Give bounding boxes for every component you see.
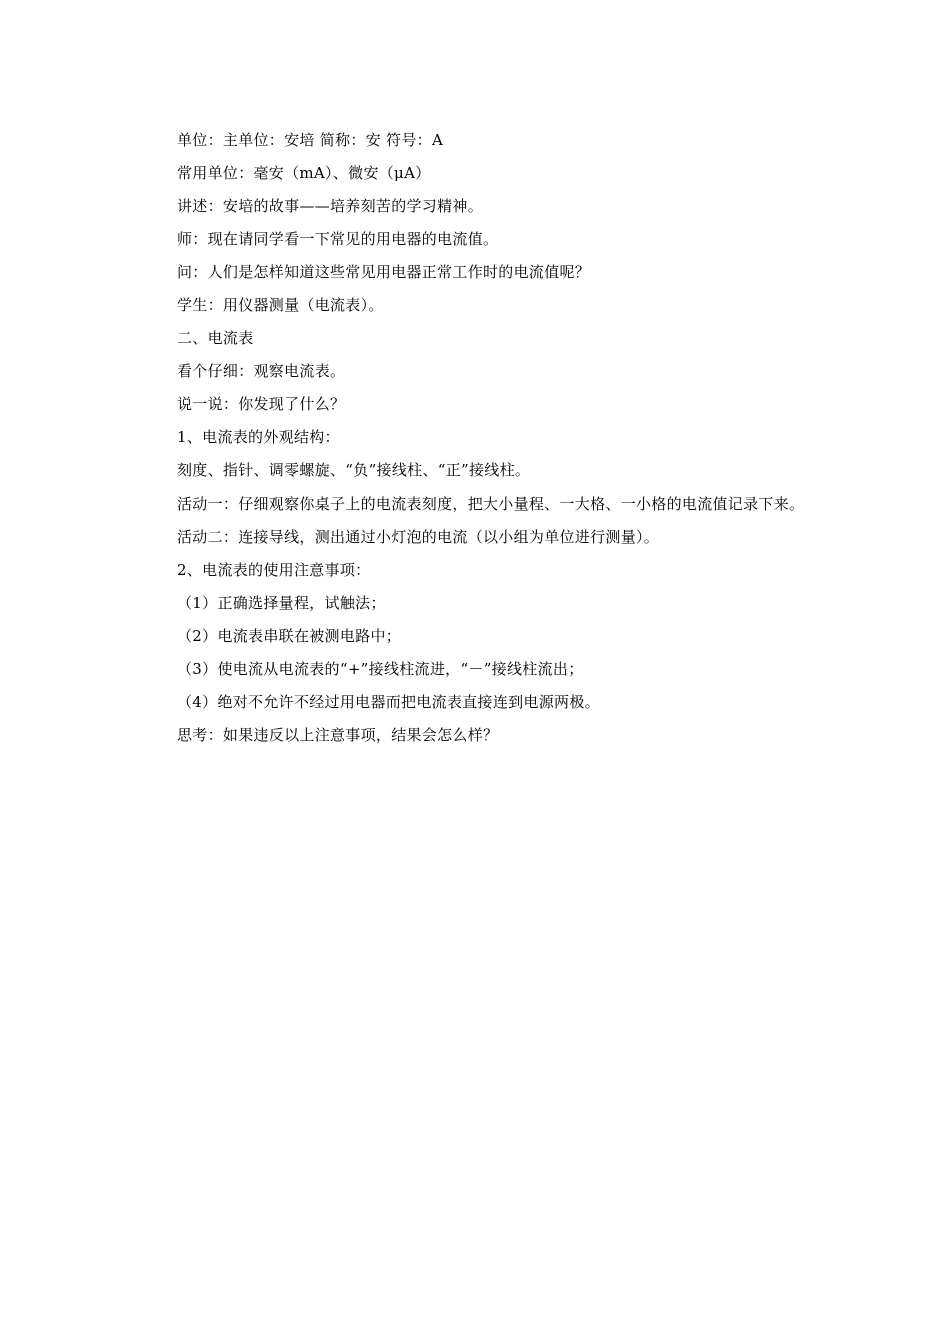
paragraph-think: 思考：如果违反以上注意事项，结果会怎么样？ [177, 726, 499, 744]
paragraph-observe: 看个仔细：观察电流表。 [177, 362, 346, 380]
list-item-note-4: （4）绝对不允许不经过用电器而把电流表直接连到电源两极。 [177, 693, 600, 711]
paragraph-discuss: 说一说：你发现了什么？ [177, 395, 346, 413]
document-body [145, 124, 810, 752]
paragraph-teacher: 师：现在请同学看一下常见的用电器的电流值。 [177, 230, 499, 248]
paragraph-unit: 单位：主单位：安培 简称：安 符号：A [177, 131, 444, 149]
section-heading-ammeter: 二、电流表 [177, 329, 254, 347]
paragraph-structure-parts: 刻度、指针、调零螺旋、“负”接线柱、“正”接线柱。 [177, 461, 531, 479]
paragraph-activity-two: 活动二：连接导线，测出通过小灯泡的电流（以小组为单位进行测量）。 [177, 528, 660, 546]
subheading-usage-notes: 2、电流表的使用注意事项： [177, 561, 371, 579]
paragraph-student: 学生：用仪器测量（电流表）。 [177, 296, 384, 314]
paragraph-common-units: 常用单位：毫安（mA）、微安（μA） [177, 164, 431, 182]
list-item-note-3: （3）使电流从电流表的“+”接线柱流进，“－”接线柱流出； [177, 660, 584, 678]
paragraph-ampere-story: 讲述：安培的故事——培养刻苦的学习精神。 [177, 197, 484, 215]
paragraph-activity-one: 活动一：仔细观察你桌子上的电流表刻度，把大小量程、一大格、一小格的电流值记录下来。 [177, 495, 805, 513]
paragraph-question: 问：人们是怎样知道这些常见用电器正常工作时的电流值呢？ [177, 263, 591, 281]
list-item-note-2: （2）电流表串联在被测电路中； [177, 627, 402, 645]
list-item-note-1: （1）正确选择量程，试触法； [177, 594, 386, 612]
subheading-structure: 1、电流表的外观结构： [177, 428, 340, 446]
